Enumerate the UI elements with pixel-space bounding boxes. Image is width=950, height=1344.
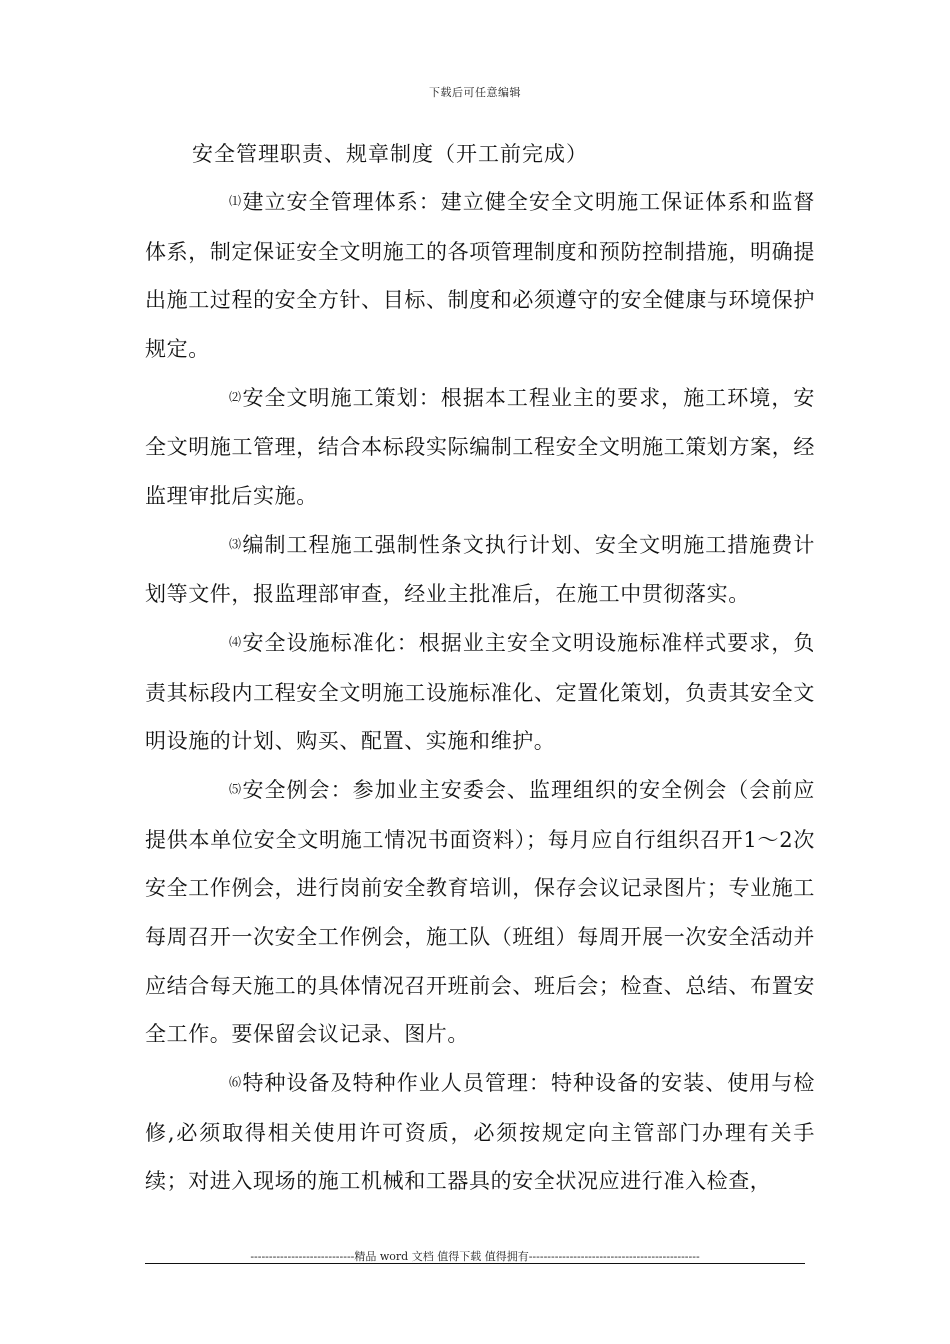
page-footer: ----------------------------精品 word 文档 值得下载 值得拥有---------------------------------------------- — [250, 1250, 700, 1263]
footer-divider — [145, 1263, 805, 1264]
paragraph-text: 安全例会：参加业主安委会、监理组织的安全例会（会前应提供本单位安全文明施工情况书面资料）；每月应自行组织召开1～2次安全工作例会，进行岗前安全教育培训，保存会议记录图片；专业施工每周召开一次安全工作例会，施工队（班组）每周开展一次安全活动并应结合每天施工的具体情况召开班前会、班后会；检查、总结、布置安全工作。要保留会议记录、图片。 — [145, 777, 815, 1047]
paragraph-text: 编制工程施工强制性条文执行计划、安全文明施工措施费计划等文件，报监理部审查，经业主批准后，在施工中贯彻落实。 — [145, 532, 815, 607]
document-body — [145, 178, 815, 1206]
paragraph-text: 建立安全管理体系：建立健全安全文明施工保证体系和监督体系，制定保证安全文明施工的各项管理制度和预防控制措施，明确提出施工过程的安全方针、目标、制度和必须遵守的安全健康与环境保护规定。 — [145, 190, 815, 361]
page-header: 下载后可任意编辑 — [429, 86, 521, 99]
paragraph-1 — [145, 178, 815, 374]
paragraph-5 — [145, 766, 815, 1059]
paragraph-6 — [145, 1059, 815, 1206]
paragraph-2 — [145, 374, 815, 521]
item-number: ⑹ — [229, 1074, 242, 1089]
item-number: ⑶ — [229, 536, 242, 551]
paragraph-text: 安全文明施工策划：根据本工程业主的要求，施工环境，安全文明施工管理，结合本标段实际编制工程安全文明施工策划方案，经监理审批后实施。 — [145, 385, 815, 508]
item-number: ⑸ — [229, 782, 242, 797]
paragraph-4 — [145, 619, 815, 766]
item-number: ⑵ — [229, 389, 242, 404]
section-title: 安全管理职责、规章制度（开工前完成） — [192, 142, 588, 166]
paragraph-text: 特种设备及特种作业人员管理：特种设备的安装、使用与检修,必须取得相关使用许可资质，必须按规定向主管部门办理有关手续；对进入现场的施工机械和工器具的安全状况应进行准入检查， — [145, 1070, 815, 1194]
paragraph-3 — [145, 521, 815, 619]
paragraph-text: 安全设施标准化：根据业主安全文明设施标准样式要求，负责其标段内工程安全文明施工设施标准化、定置化策划，负责其安全文明设施的计划、购买、配置、实施和维护。 — [145, 630, 815, 754]
item-number: ⑴ — [229, 194, 242, 209]
item-number: ⑷ — [229, 635, 242, 650]
